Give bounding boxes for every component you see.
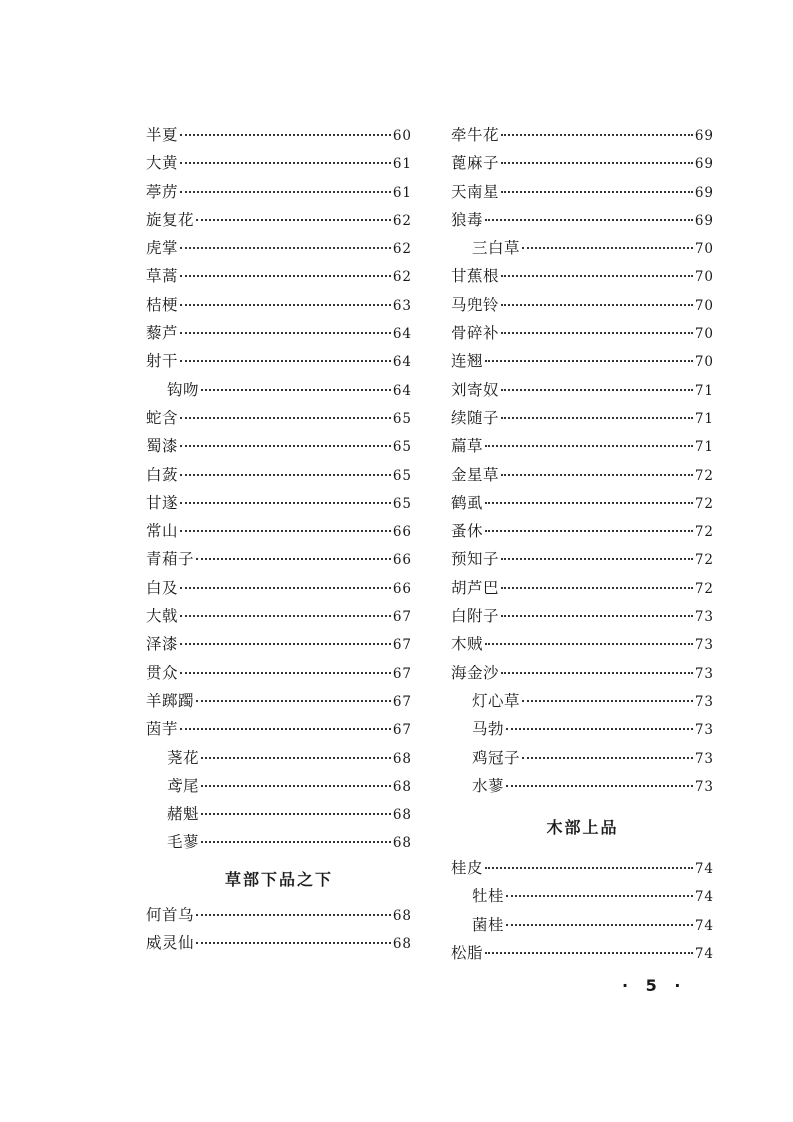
toc-entry bbox=[146, 319, 412, 347]
entry-page-number: 74 bbox=[694, 861, 714, 878]
toc-entry bbox=[146, 715, 412, 743]
toc-entry bbox=[146, 489, 412, 517]
entry-page-number: 67 bbox=[392, 693, 412, 710]
dot-leader bbox=[501, 615, 693, 617]
entry-page-number: 68 bbox=[392, 907, 412, 924]
entry-title: 钩吻 bbox=[167, 380, 200, 399]
entry-page-number: 68 bbox=[392, 778, 412, 795]
dot-leader bbox=[522, 700, 693, 702]
dot-leader bbox=[501, 558, 693, 560]
entry-title: 泽漆 bbox=[146, 635, 179, 654]
toc-entry bbox=[146, 376, 412, 404]
entry-title: 骨碎补 bbox=[451, 324, 500, 343]
entry-page-number: 66 bbox=[392, 580, 412, 597]
entry-page-number: 61 bbox=[392, 156, 412, 173]
entry-page-number: 72 bbox=[694, 524, 714, 541]
dot-leader bbox=[506, 924, 693, 926]
entry-page-number: 73 bbox=[694, 750, 714, 767]
entry-title: 胡芦巴 bbox=[451, 578, 500, 597]
dot-leader bbox=[485, 219, 693, 221]
entry-page-number: 73 bbox=[694, 722, 714, 739]
entry-title: 海金沙 bbox=[451, 663, 500, 682]
entry-page-number: 74 bbox=[694, 889, 714, 906]
entry-page-number: 70 bbox=[694, 269, 714, 286]
entry-title: 荛花 bbox=[167, 748, 200, 767]
entry-page-number: 73 bbox=[694, 693, 714, 710]
entry-title: 威灵仙 bbox=[146, 934, 195, 953]
dot-leader bbox=[201, 841, 391, 843]
entry-page-number: 62 bbox=[392, 241, 412, 258]
entry-title: 白附子 bbox=[451, 607, 500, 626]
entry-page-number: 63 bbox=[392, 297, 412, 314]
dot-leader bbox=[180, 728, 391, 730]
entry-title: 鸢尾 bbox=[167, 776, 200, 795]
toc-entry bbox=[451, 178, 714, 206]
entry-page-number: 71 bbox=[694, 382, 714, 399]
dot-leader bbox=[522, 247, 693, 249]
entry-title: 预知子 bbox=[451, 550, 500, 569]
entry-title: 常山 bbox=[146, 522, 179, 541]
entry-title: 松脂 bbox=[451, 944, 484, 963]
toc-entry bbox=[451, 404, 714, 432]
toc-entry bbox=[451, 291, 714, 319]
toc-entry bbox=[451, 234, 714, 262]
entry-page-number: 71 bbox=[694, 410, 714, 427]
entry-page-number: 69 bbox=[694, 156, 714, 173]
entry-page-number: 73 bbox=[694, 637, 714, 654]
dot-leader bbox=[485, 867, 693, 869]
entry-page-number: 67 bbox=[392, 637, 412, 654]
dot-leader bbox=[196, 558, 391, 560]
toc-entry bbox=[146, 347, 412, 375]
toc-right-list-b bbox=[451, 854, 714, 967]
toc-entry bbox=[146, 404, 412, 432]
entry-title: 旋复花 bbox=[146, 210, 195, 229]
dot-leader bbox=[180, 417, 391, 419]
entry-title: 桂皮 bbox=[451, 859, 484, 878]
entry-title: 菌桂 bbox=[472, 915, 505, 934]
entry-title: 续随子 bbox=[451, 408, 500, 427]
entry-title: 毛蓼 bbox=[167, 833, 200, 852]
entry-page-number: 72 bbox=[694, 467, 714, 484]
dot-leader bbox=[501, 162, 693, 164]
entry-page-number: 65 bbox=[392, 439, 412, 456]
entry-page-number: 64 bbox=[392, 326, 412, 343]
entry-page-number: 62 bbox=[392, 269, 412, 286]
dot-leader bbox=[180, 332, 391, 334]
entry-title: 何首乌 bbox=[146, 905, 195, 924]
toc-entry bbox=[146, 545, 412, 573]
entry-title: 天南星 bbox=[451, 182, 500, 201]
dot-leader bbox=[201, 757, 391, 759]
entry-page-number: 69 bbox=[694, 212, 714, 229]
toc-entry bbox=[146, 744, 412, 772]
toc-entry bbox=[451, 939, 714, 967]
entry-page-number: 67 bbox=[392, 722, 412, 739]
toc-entry bbox=[451, 854, 714, 882]
dot-leader bbox=[501, 134, 693, 136]
entry-title: 葶苈 bbox=[146, 182, 179, 201]
dot-leader bbox=[485, 952, 693, 954]
dot-leader bbox=[180, 615, 391, 617]
dot-leader bbox=[180, 530, 391, 532]
dot-leader bbox=[501, 304, 693, 306]
entry-title: 虎掌 bbox=[146, 239, 179, 258]
toc-entry bbox=[451, 602, 714, 630]
dot-leader bbox=[501, 587, 693, 589]
toc-entry bbox=[451, 659, 714, 687]
entry-page-number: 60 bbox=[392, 128, 412, 144]
toc-entry bbox=[146, 432, 412, 460]
dot-leader bbox=[201, 785, 391, 787]
toc-entry bbox=[451, 347, 714, 375]
toc-entry bbox=[451, 461, 714, 489]
entry-title: 蜀漆 bbox=[146, 437, 179, 456]
entry-page-number: 70 bbox=[694, 326, 714, 343]
entry-page-number: 73 bbox=[694, 778, 714, 795]
entry-page-number: 70 bbox=[694, 354, 714, 371]
dot-leader bbox=[180, 275, 391, 277]
toc-right-column bbox=[451, 121, 714, 967]
dot-leader bbox=[501, 191, 693, 193]
toc-entry bbox=[146, 574, 412, 602]
dot-leader bbox=[501, 332, 693, 334]
toc-entry bbox=[146, 828, 412, 856]
toc-entry bbox=[146, 630, 412, 658]
section-heading-left: 草部下品之下 bbox=[224, 869, 333, 889]
entry-title: 白及 bbox=[146, 578, 179, 597]
toc-entry bbox=[146, 901, 412, 929]
toc-entry bbox=[146, 291, 412, 319]
toc-entry bbox=[451, 376, 714, 404]
entry-page-number: 68 bbox=[392, 807, 412, 824]
entry-page-number: 69 bbox=[694, 184, 714, 201]
entry-title: 马兜铃 bbox=[451, 295, 500, 314]
entry-title: 萹草 bbox=[451, 437, 484, 456]
toc-entry bbox=[451, 432, 714, 460]
dot-leader bbox=[485, 502, 693, 504]
section-heading-right: 木部上品 bbox=[546, 818, 619, 838]
entry-page-number: 64 bbox=[392, 382, 412, 399]
dot-leader bbox=[180, 247, 391, 249]
entry-page-number: 61 bbox=[392, 184, 412, 201]
toc-entry bbox=[451, 517, 714, 545]
toc-entry bbox=[146, 929, 412, 957]
toc-entry bbox=[146, 149, 412, 177]
toc-entry bbox=[146, 517, 412, 545]
toc-entry bbox=[146, 178, 412, 206]
entry-title: 鸡冠子 bbox=[472, 748, 521, 767]
entry-title: 草蒿 bbox=[146, 267, 179, 286]
entry-page-number: 73 bbox=[694, 609, 714, 626]
entry-title: 蛇含 bbox=[146, 408, 179, 427]
dot-leader bbox=[501, 474, 693, 476]
dot-leader bbox=[501, 275, 693, 277]
dot-leader bbox=[196, 914, 391, 916]
entry-page-number: 68 bbox=[392, 835, 412, 852]
entry-title: 甘遂 bbox=[146, 493, 179, 512]
entry-title: 射干 bbox=[146, 352, 179, 371]
dot-leader bbox=[485, 530, 693, 532]
dot-leader bbox=[180, 474, 391, 476]
dot-leader bbox=[196, 700, 391, 702]
toc-entry bbox=[451, 489, 714, 517]
entry-title: 金星草 bbox=[451, 465, 500, 484]
dot-leader bbox=[506, 785, 693, 787]
entry-page-number: 74 bbox=[694, 917, 714, 934]
entry-page-number: 68 bbox=[392, 750, 412, 767]
toc-left-column bbox=[146, 121, 412, 957]
entry-page-number: 70 bbox=[694, 297, 714, 314]
toc-left-list-b bbox=[146, 901, 412, 958]
dot-leader bbox=[180, 191, 391, 193]
toc-entry bbox=[451, 319, 714, 347]
dot-leader bbox=[180, 360, 391, 362]
toc-entry bbox=[451, 121, 714, 149]
entry-title: 甘蕉根 bbox=[451, 267, 500, 286]
entry-page-number: 68 bbox=[392, 936, 412, 953]
toc-entry bbox=[451, 687, 714, 715]
toc-entry bbox=[451, 911, 714, 939]
dot-leader bbox=[485, 643, 693, 645]
dot-leader bbox=[485, 445, 693, 447]
entry-title: 三白草 bbox=[472, 239, 521, 258]
toc-right-list-a bbox=[451, 121, 714, 800]
entry-title: 藜芦 bbox=[146, 324, 179, 343]
dot-leader bbox=[506, 728, 693, 730]
entry-title: 茵芋 bbox=[146, 720, 179, 739]
toc-entry bbox=[146, 206, 412, 234]
entry-page-number: 62 bbox=[392, 212, 412, 229]
entry-page-number: 71 bbox=[694, 439, 714, 456]
toc-entry bbox=[451, 262, 714, 290]
entry-page-number: 74 bbox=[694, 946, 714, 963]
toc-entry bbox=[451, 715, 714, 743]
entry-page-number: 69 bbox=[694, 128, 714, 144]
dot-leader bbox=[506, 895, 693, 897]
entry-page-number: 70 bbox=[694, 241, 714, 258]
dot-leader bbox=[485, 360, 693, 362]
entry-title: 赭魁 bbox=[167, 805, 200, 824]
entry-page-number: 72 bbox=[694, 552, 714, 569]
toc-entry bbox=[451, 772, 714, 800]
toc-entry bbox=[146, 659, 412, 687]
entry-title: 半夏 bbox=[146, 126, 179, 144]
toc-entry bbox=[146, 772, 412, 800]
entry-title: 马勃 bbox=[472, 720, 505, 739]
entry-title: 羊踯躅 bbox=[146, 691, 195, 710]
dot-leader bbox=[180, 502, 391, 504]
entry-title: 大戟 bbox=[146, 607, 179, 626]
entry-title: 连翘 bbox=[451, 352, 484, 371]
entry-page-number: 66 bbox=[392, 552, 412, 569]
toc-entry bbox=[451, 744, 714, 772]
dot-leader bbox=[501, 417, 693, 419]
dot-leader bbox=[522, 757, 693, 759]
entry-page-number: 65 bbox=[392, 495, 412, 512]
dot-leader bbox=[180, 643, 391, 645]
entry-page-number: 73 bbox=[694, 665, 714, 682]
toc-left-list-a bbox=[146, 121, 412, 857]
entry-title: 白蔹 bbox=[146, 465, 179, 484]
toc-entry bbox=[146, 121, 412, 149]
entry-title: 水蓼 bbox=[472, 776, 505, 795]
entry-page-number: 64 bbox=[392, 354, 412, 371]
toc-entry bbox=[451, 206, 714, 234]
entry-page-number: 66 bbox=[392, 524, 412, 541]
toc-entry bbox=[146, 234, 412, 262]
dot-leader bbox=[501, 672, 693, 674]
dot-leader bbox=[201, 813, 391, 815]
dot-leader bbox=[196, 942, 391, 944]
toc-entry bbox=[146, 602, 412, 630]
entry-page-number: 72 bbox=[694, 580, 714, 597]
entry-title: 狼毒 bbox=[451, 210, 484, 229]
entry-title: 牡桂 bbox=[472, 887, 505, 906]
page-number: · 5 · bbox=[622, 976, 687, 995]
dot-leader bbox=[180, 445, 391, 447]
entry-title: 蚤休 bbox=[451, 522, 484, 541]
entry-title: 桔梗 bbox=[146, 295, 179, 314]
dot-leader bbox=[196, 219, 391, 221]
entry-title: 鹤虱 bbox=[451, 493, 484, 512]
toc-entry bbox=[451, 882, 714, 910]
entry-page-number: 67 bbox=[392, 665, 412, 682]
dot-leader bbox=[180, 134, 391, 136]
toc-entry bbox=[451, 545, 714, 573]
toc-entry bbox=[451, 630, 714, 658]
toc-entry bbox=[451, 574, 714, 602]
entry-title: 青葙子 bbox=[146, 550, 195, 569]
entry-page-number: 72 bbox=[694, 495, 714, 512]
entry-page-number: 65 bbox=[392, 467, 412, 484]
entry-title: 大黄 bbox=[146, 154, 179, 173]
entry-title: 木贼 bbox=[451, 635, 484, 654]
dot-leader bbox=[180, 587, 391, 589]
entry-title: 牵牛花 bbox=[451, 126, 500, 144]
dot-leader bbox=[501, 389, 693, 391]
dot-leader bbox=[180, 304, 391, 306]
dot-leader bbox=[180, 672, 391, 674]
entry-page-number: 67 bbox=[392, 609, 412, 626]
dot-leader bbox=[201, 389, 391, 391]
dot-leader bbox=[180, 162, 391, 164]
toc-entry bbox=[146, 687, 412, 715]
entry-title: 刘寄奴 bbox=[451, 380, 500, 399]
toc-entry bbox=[451, 149, 714, 177]
toc-entry bbox=[146, 262, 412, 290]
entry-page-number: 65 bbox=[392, 410, 412, 427]
entry-title: 贯众 bbox=[146, 663, 179, 682]
toc-entry bbox=[146, 461, 412, 489]
toc-entry bbox=[146, 800, 412, 828]
entry-title: 蓖麻子 bbox=[451, 154, 500, 173]
entry-title: 灯心草 bbox=[472, 691, 521, 710]
